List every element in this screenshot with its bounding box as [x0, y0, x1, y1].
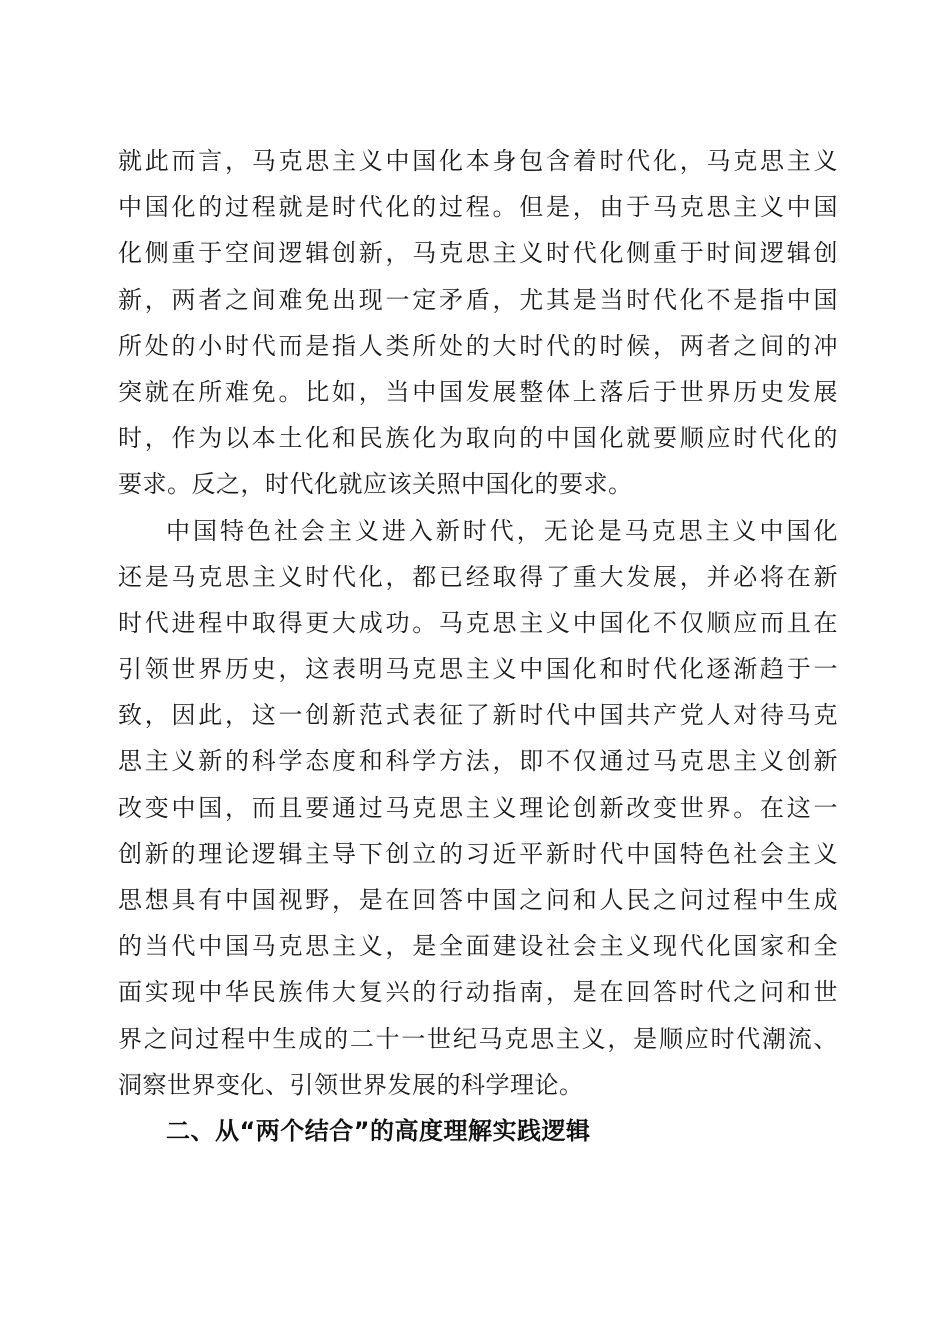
- paragraph-1: [118, 138, 838, 508]
- paragraph-line: 改变中国，而且要通过马克思主义理论创新改变世界。在这一: [118, 793, 838, 822]
- paragraph-line: 中国化的过程就是时代化的过程。但是，由于马克思主义中国: [118, 193, 838, 222]
- paragraph-line: 时，作为以本土化和民族化为取向的中国化就要顺应时代化的: [118, 424, 838, 453]
- paragraph-line: 致，因此，这一创新范式表征了新时代中国共产党人对待马克: [118, 701, 838, 730]
- paragraph-line: 就此而言，马克思主义中国化本身包含着时代化，马克思主义: [118, 147, 838, 175]
- paragraph-line: 洞察世界变化、引领世界发展的科学理论。: [118, 1070, 584, 1099]
- paragraph-line: 新，两者之间难免出现一定矛盾，尤其是当时代化不是指中国: [118, 285, 838, 314]
- paragraph-line: 引领世界历史，这表明马克思主义中国化和时代化逐渐趋于一: [118, 655, 838, 684]
- paragraph-line: 还是马克思主义时代化，都已经取得了重大发展，并必将在新: [118, 562, 838, 591]
- section-heading: 二、从“两个结合”的高度理解实践逻辑: [166, 1116, 591, 1145]
- document-body: [118, 138, 838, 1154]
- paragraph-line: 化侧重于空间逻辑创新，马克思主义时代化侧重于时间逻辑创: [118, 239, 838, 268]
- paragraph-line: 创新的理论逻辑主导下创立的习近平新时代中国特色社会主义: [118, 839, 838, 868]
- paragraph-line: 要求。反之，时代化就应该关照中国化的要求。: [118, 470, 633, 499]
- paragraph-line: 思想具有中国视野，是在回答中国之问和人民之问过程中生成: [118, 886, 838, 914]
- paragraph-line: 面实现中华民族伟大复兴的行动指南，是在回答时代之问和世: [118, 978, 838, 1007]
- paragraph-line: 突就在所难免。比如，当中国发展整体上落后于世界历史发展: [118, 377, 838, 406]
- paragraph-2: [118, 508, 838, 1108]
- paragraph-line: 所处的小时代而是指人类所处的大时代的时候，两者之间的冲: [118, 331, 838, 360]
- paragraph-line: 中国特色社会主义进入新时代，无论是马克思主义中国化: [166, 516, 838, 545]
- paragraph-line: 思主义新的科学态度和科学方法，即不仅通过马克思主义创新: [118, 747, 838, 776]
- paragraph-line: 时代进程中取得更大成功。马克思主义中国化不仅顺应而且在: [118, 608, 838, 637]
- paragraph-line: 界之问过程中生成的二十一世纪马克思主义，是顺应时代潮流、: [118, 1024, 838, 1053]
- paragraph-line: 的当代中国马克思主义，是全面建设社会主义现代化国家和全: [118, 932, 838, 961]
